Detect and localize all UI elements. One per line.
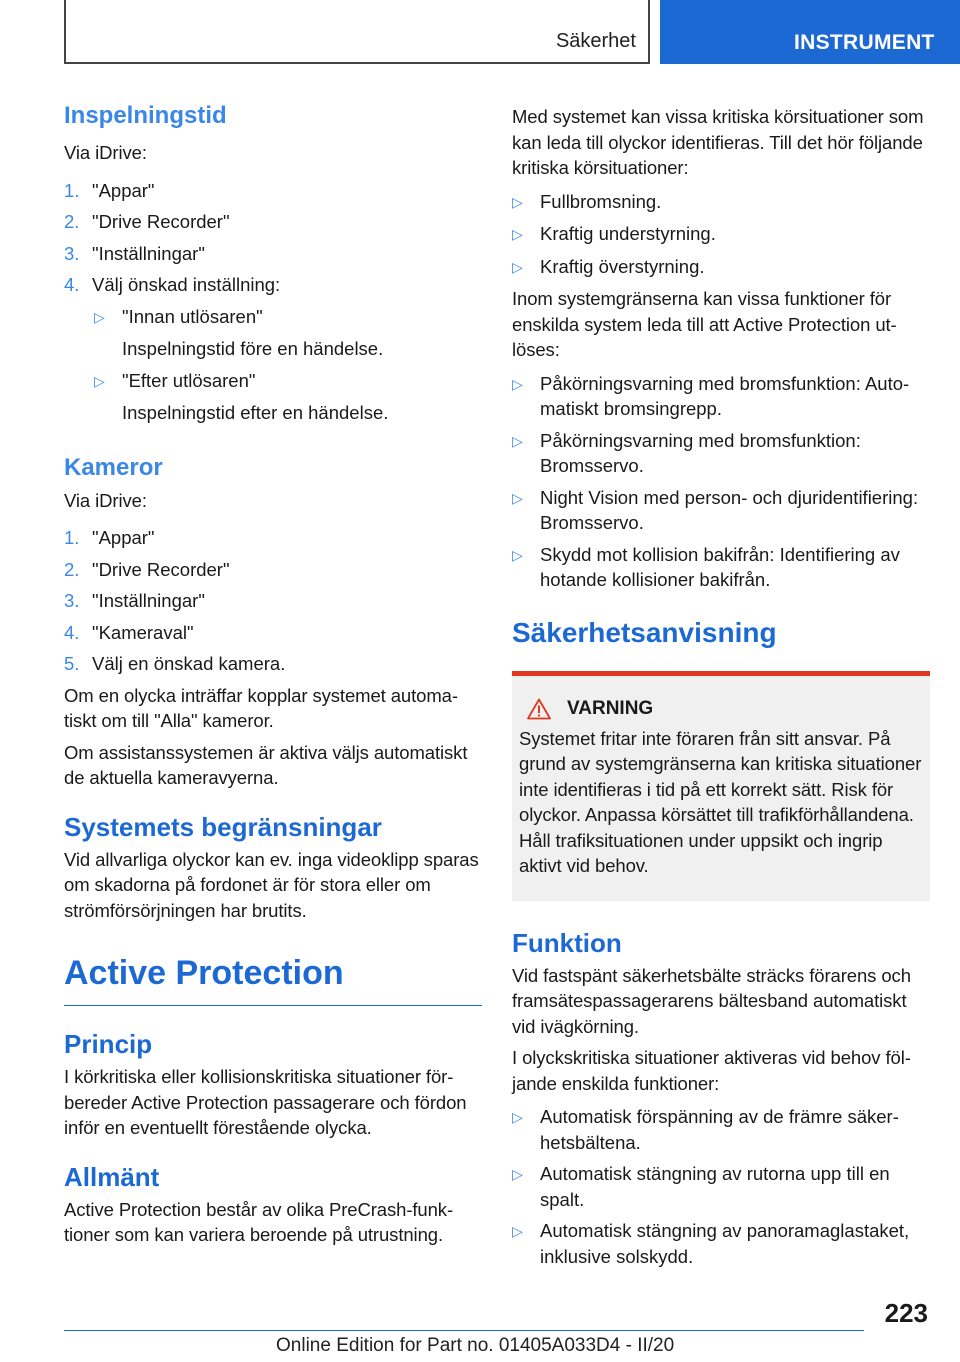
heading-active-protection: Active Protection xyxy=(64,951,482,1006)
list-item: 3. "Inställningar" xyxy=(64,590,205,611)
triangle-bullet-icon: ▷ xyxy=(512,258,523,275)
list-item: ▷ Påkörningsvarning med bromsfunktion: Bromsservo. xyxy=(512,428,930,479)
footer-divider xyxy=(64,1330,864,1331)
section-tab[interactable] xyxy=(64,0,650,64)
list-item: ▷ Fullbromsning. xyxy=(512,189,930,216)
list-item: ▷ Kraftig överstyrning. xyxy=(512,254,930,281)
paragraph-via-idrive: Via iDrive: xyxy=(64,142,147,163)
list-item: 1. "Appar" xyxy=(64,179,155,201)
paragraph-via-idrive: Via iDrive: xyxy=(64,489,147,511)
function-list xyxy=(512,1104,930,1269)
list-item: ▷ Night Vision med person- och djuridentifiering: Bromsservo. xyxy=(512,485,930,536)
chapter-label: INSTRUMENT xyxy=(794,31,935,54)
list-item: 5. Välj en önskad kamera. xyxy=(64,653,286,674)
list-item: ▷ Kraftig understyrning. xyxy=(512,221,930,248)
list-item: 2. "Drive Recorder" xyxy=(64,558,230,580)
list-item: 3. "Inställningar" xyxy=(64,242,205,264)
heading-recording-time: Inspelningstid xyxy=(64,102,227,129)
triangle-bullet-icon: ▷ xyxy=(512,226,523,242)
paragraph-intro: Med systemet kan vissa kritiska körsituationer som kan leda till olyckor identifieras. Till det hör följande kritiska körsituationer: xyxy=(512,106,924,178)
left-column xyxy=(64,100,482,1248)
triangle-bullet-icon: ▷ xyxy=(512,1223,523,1239)
warning-text: Systemet fritar inte föraren från sitt ansvar. På grund av systemgränserna kan kritiska situationer inte identifieras i tid på ett korrekt sätt. Risk för olyckor. Anpassa körsättet till trafikförhållandena. Håll trafiksituationen under uppsikt och ingrip aktivt vid behov. xyxy=(519,727,922,876)
list-item: ▷ Skydd mot kollision bakifrån: Identifiering av hotande kollisioner bakifrån. xyxy=(512,542,930,593)
list-item: ▷ Påkörningsvarning med bromsfunktion: Automatiskt bromsingrepp. xyxy=(512,371,930,422)
list-item: ▷ "Efter utlösaren" Inspelningstid efter en händelse. xyxy=(94,368,388,426)
triangle-bullet-icon: ▷ xyxy=(512,1109,523,1125)
list-item: ▷ Automatisk stängning av rutorna upp till en spalt. xyxy=(512,1161,930,1212)
list-item: ▷ Automatisk förspänning av de främre säkerhetsbältena. xyxy=(512,1104,930,1155)
paragraph-system-limits: Vid allvarliga olyckor kan ev. inga videoklipp sparas om skadorna på fordonet är för stora eller om strömförsörjningen har brutits. xyxy=(64,848,479,921)
paragraph-cameras-1: Om en olycka inträffar kopplar systemet automatiskt om till "Alla" kameror. xyxy=(64,684,459,731)
warning-box xyxy=(512,671,930,901)
triangle-bullet-icon: ▷ xyxy=(512,546,523,563)
heading-general: Allmänt xyxy=(64,1161,160,1192)
heading-principle: Princip xyxy=(64,1029,153,1059)
triangle-bullet-icon: ▷ xyxy=(512,432,523,449)
page-number: 223 xyxy=(884,1298,928,1328)
list-item: 4. Välj önskad inställning: ▷ "Innan utlösaren" Inspelningstid före en händelse. ▷ "Efter utlösaren" Inspelningstid efter en händelse. xyxy=(64,272,482,432)
paragraph-general: Active Protection består av olika PreCrash-funktioner som kan variera beroende på utrustning. xyxy=(64,1198,454,1245)
heading-system-limits: Systemets begränsningar xyxy=(64,811,382,842)
steps-cameras xyxy=(64,525,482,677)
page-header xyxy=(0,0,960,66)
paragraph-function-1: Vid fastspänt säkerhetsbälte sträcks förarens och framsätespassagerarens bältesband automatiskt vid ivägkörning. xyxy=(512,964,911,1037)
warning-header xyxy=(519,698,922,720)
list-item: 4. "Kameraval" xyxy=(64,621,194,643)
list-item: ▷ Automatisk stängning av panoramaglastaket, inklusive solskydd. xyxy=(512,1218,930,1269)
heading-cameras: Kameror xyxy=(64,453,163,481)
paragraph-system-limits: Inom systemgränserna kan vissa funktioner för enskilda system leda till att Active Protection utlöses: xyxy=(512,288,897,360)
chapter-tab[interactable] xyxy=(660,0,960,64)
triangle-bullet-icon: ▷ xyxy=(512,1166,523,1182)
triangle-bullet-icon: ▷ xyxy=(512,193,523,210)
section-label: Säkerhet xyxy=(555,30,636,52)
heading-safety-note: Säkerhetsanvisning xyxy=(512,616,777,648)
triangle-bullet-icon: ▷ xyxy=(512,489,523,506)
triangle-bullet-icon: ▷ xyxy=(512,375,523,392)
steps-recording xyxy=(64,178,482,432)
paragraph-function-2: I olyckskritiska situationer aktiveras vid behov följande enskilda funktioner: xyxy=(512,1047,911,1094)
triangle-bullet-icon: ▷ xyxy=(94,308,105,325)
triangle-bullet-icon: ▷ xyxy=(94,372,105,389)
heading-function: Funktion xyxy=(512,927,622,958)
critical-situations xyxy=(512,189,930,281)
trigger-functions xyxy=(512,371,930,593)
warning-triangle-icon xyxy=(527,698,551,720)
list-item: 2. "Drive Recorder" xyxy=(64,211,230,232)
recording-options xyxy=(94,304,388,426)
list-item: ▷ "Innan utlösaren" Inspelningstid före en händelse. xyxy=(94,304,388,362)
footer-edition: Online Edition for Part no. 01405A033D4 - II/20 xyxy=(276,1335,675,1356)
paragraph-principle: I körkritiska eller kollisionskritiska situationer förbereder Active Protection passagerare och fördon inför en eventuellt förestående olycka. xyxy=(64,1066,467,1138)
warning-label: VARNING xyxy=(567,697,654,719)
paragraph-cameras-2: Om assistanssystemen är aktiva väljs automatiskt de aktuella kameravyerna. xyxy=(64,741,468,788)
list-item: 1. "Appar" xyxy=(64,527,155,548)
right-column xyxy=(512,104,930,1275)
